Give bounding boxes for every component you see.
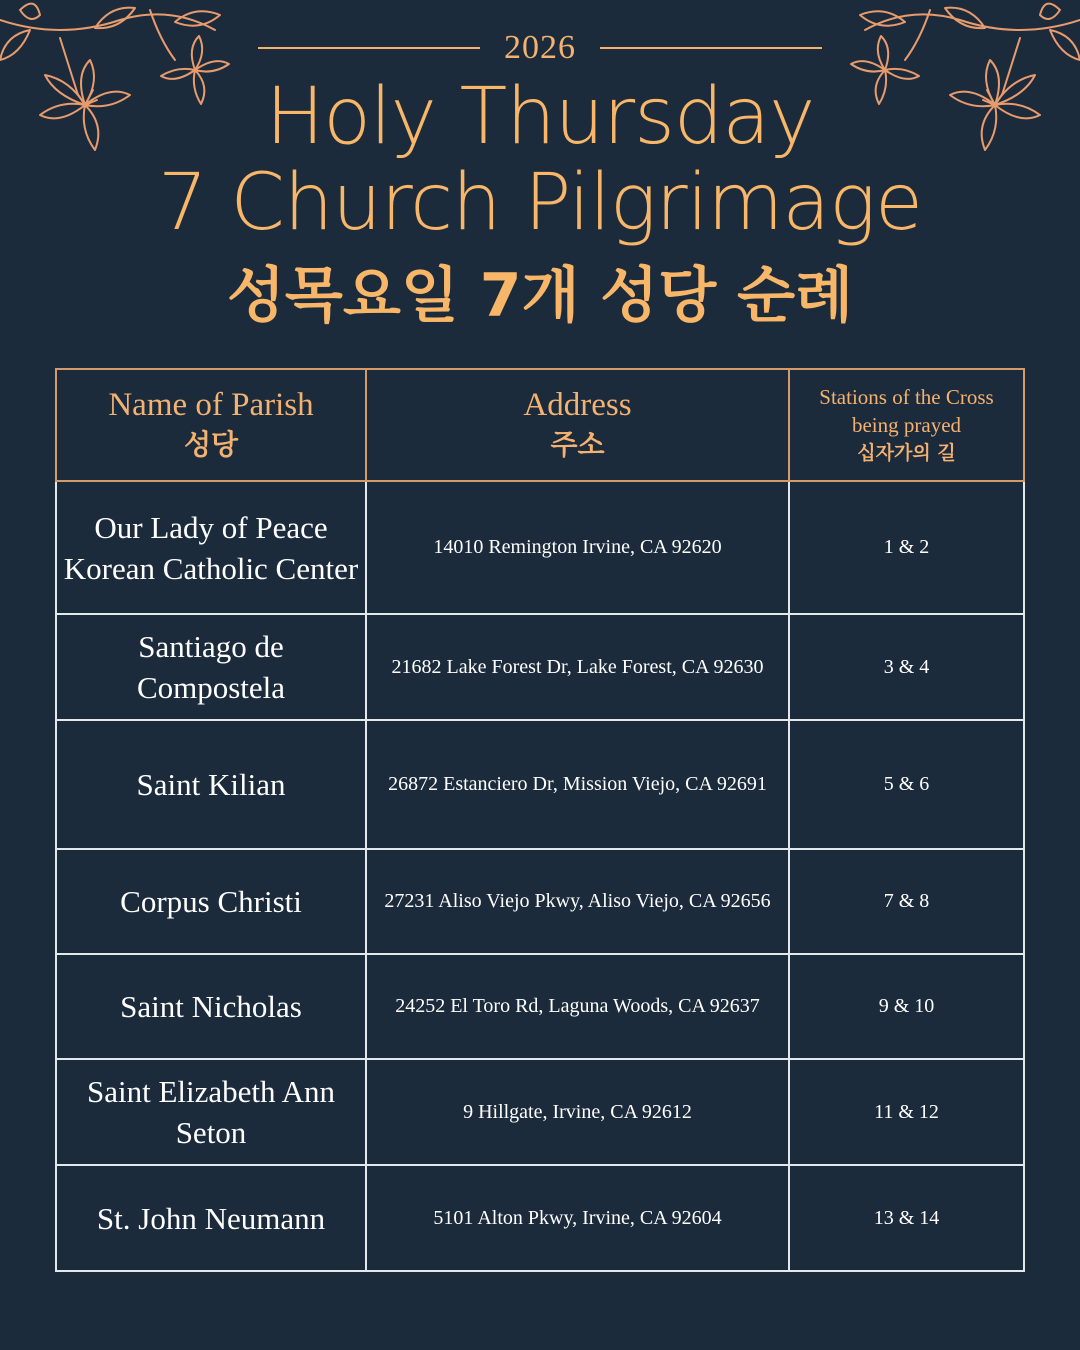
parish-name: Corpus Christi <box>56 849 366 954</box>
parish-name: Saint Nicholas <box>56 954 366 1059</box>
header-address <box>366 369 789 481</box>
title-line-2: 7 Church Pilgrimage <box>157 158 922 248</box>
parish-stations: 11 & 12 <box>789 1059 1024 1165</box>
divider-left <box>258 47 480 49</box>
parish-name: Our Lady of Peace Korean Catholic Center <box>56 481 366 614</box>
divider-right <box>600 47 822 49</box>
header-parish-en: Name of Parish <box>108 387 314 423</box>
table-row <box>56 1165 1024 1271</box>
parish-name: Saint Kilian <box>56 720 366 849</box>
table-row <box>56 614 1024 720</box>
header-address-en: Address <box>523 387 632 423</box>
header-parish <box>56 369 366 481</box>
header-parish-ko: 성당 <box>183 428 239 461</box>
year-banner <box>0 26 1080 70</box>
parish-stations: 3 & 4 <box>789 614 1024 720</box>
parish-address: 14010 Remington Irvine, CA 92620 <box>366 481 789 614</box>
table-row <box>56 1059 1024 1165</box>
parish-address: 26872 Estanciero Dr, Mission Viejo, CA 92691 <box>366 720 789 849</box>
header-address-ko: 주소 <box>550 428 605 461</box>
parish-stations: 1 & 2 <box>789 481 1024 614</box>
parish-address: 21682 Lake Forest Dr, Lake Forest, CA 92630 <box>366 614 789 720</box>
table-row <box>56 720 1024 849</box>
parish-stations: 5 & 6 <box>789 720 1024 849</box>
parish-name: St. John Neumann <box>56 1165 366 1271</box>
parish-address: 9 Hillgate, Irvine, CA 92612 <box>366 1059 789 1165</box>
title-korean: 성목요일 7개 성당 순례 <box>226 261 854 331</box>
parish-address: 24252 El Toro Rd, Laguna Woods, CA 92637 <box>366 954 789 1059</box>
parish-stations: 7 & 8 <box>789 849 1024 954</box>
parish-name: Saint Elizabeth Ann Seton <box>56 1059 366 1165</box>
header-stations-ko: 십자가의 길 <box>857 442 956 464</box>
table-row <box>56 481 1024 614</box>
parish-address: 5101 Alton Pkwy, Irvine, CA 92604 <box>366 1165 789 1271</box>
pilgrimage-table <box>55 368 1025 1272</box>
parish-address: 27231 Aliso Viejo Pkwy, Aliso Viejo, CA 92656 <box>366 849 789 954</box>
year-label: 2026 <box>504 29 576 66</box>
parish-stations: 13 & 14 <box>789 1165 1024 1271</box>
table-row <box>56 954 1024 1059</box>
header-stations-en: Stations of the Cross being prayed <box>819 385 994 437</box>
header-stations <box>789 369 1024 481</box>
table-header-row <box>56 369 1024 481</box>
parish-stations: 9 & 10 <box>789 954 1024 1059</box>
table-row <box>56 849 1024 954</box>
parish-name: Santiago de Compostela <box>56 614 366 720</box>
title-line-1: Holy Thursday <box>265 72 815 162</box>
